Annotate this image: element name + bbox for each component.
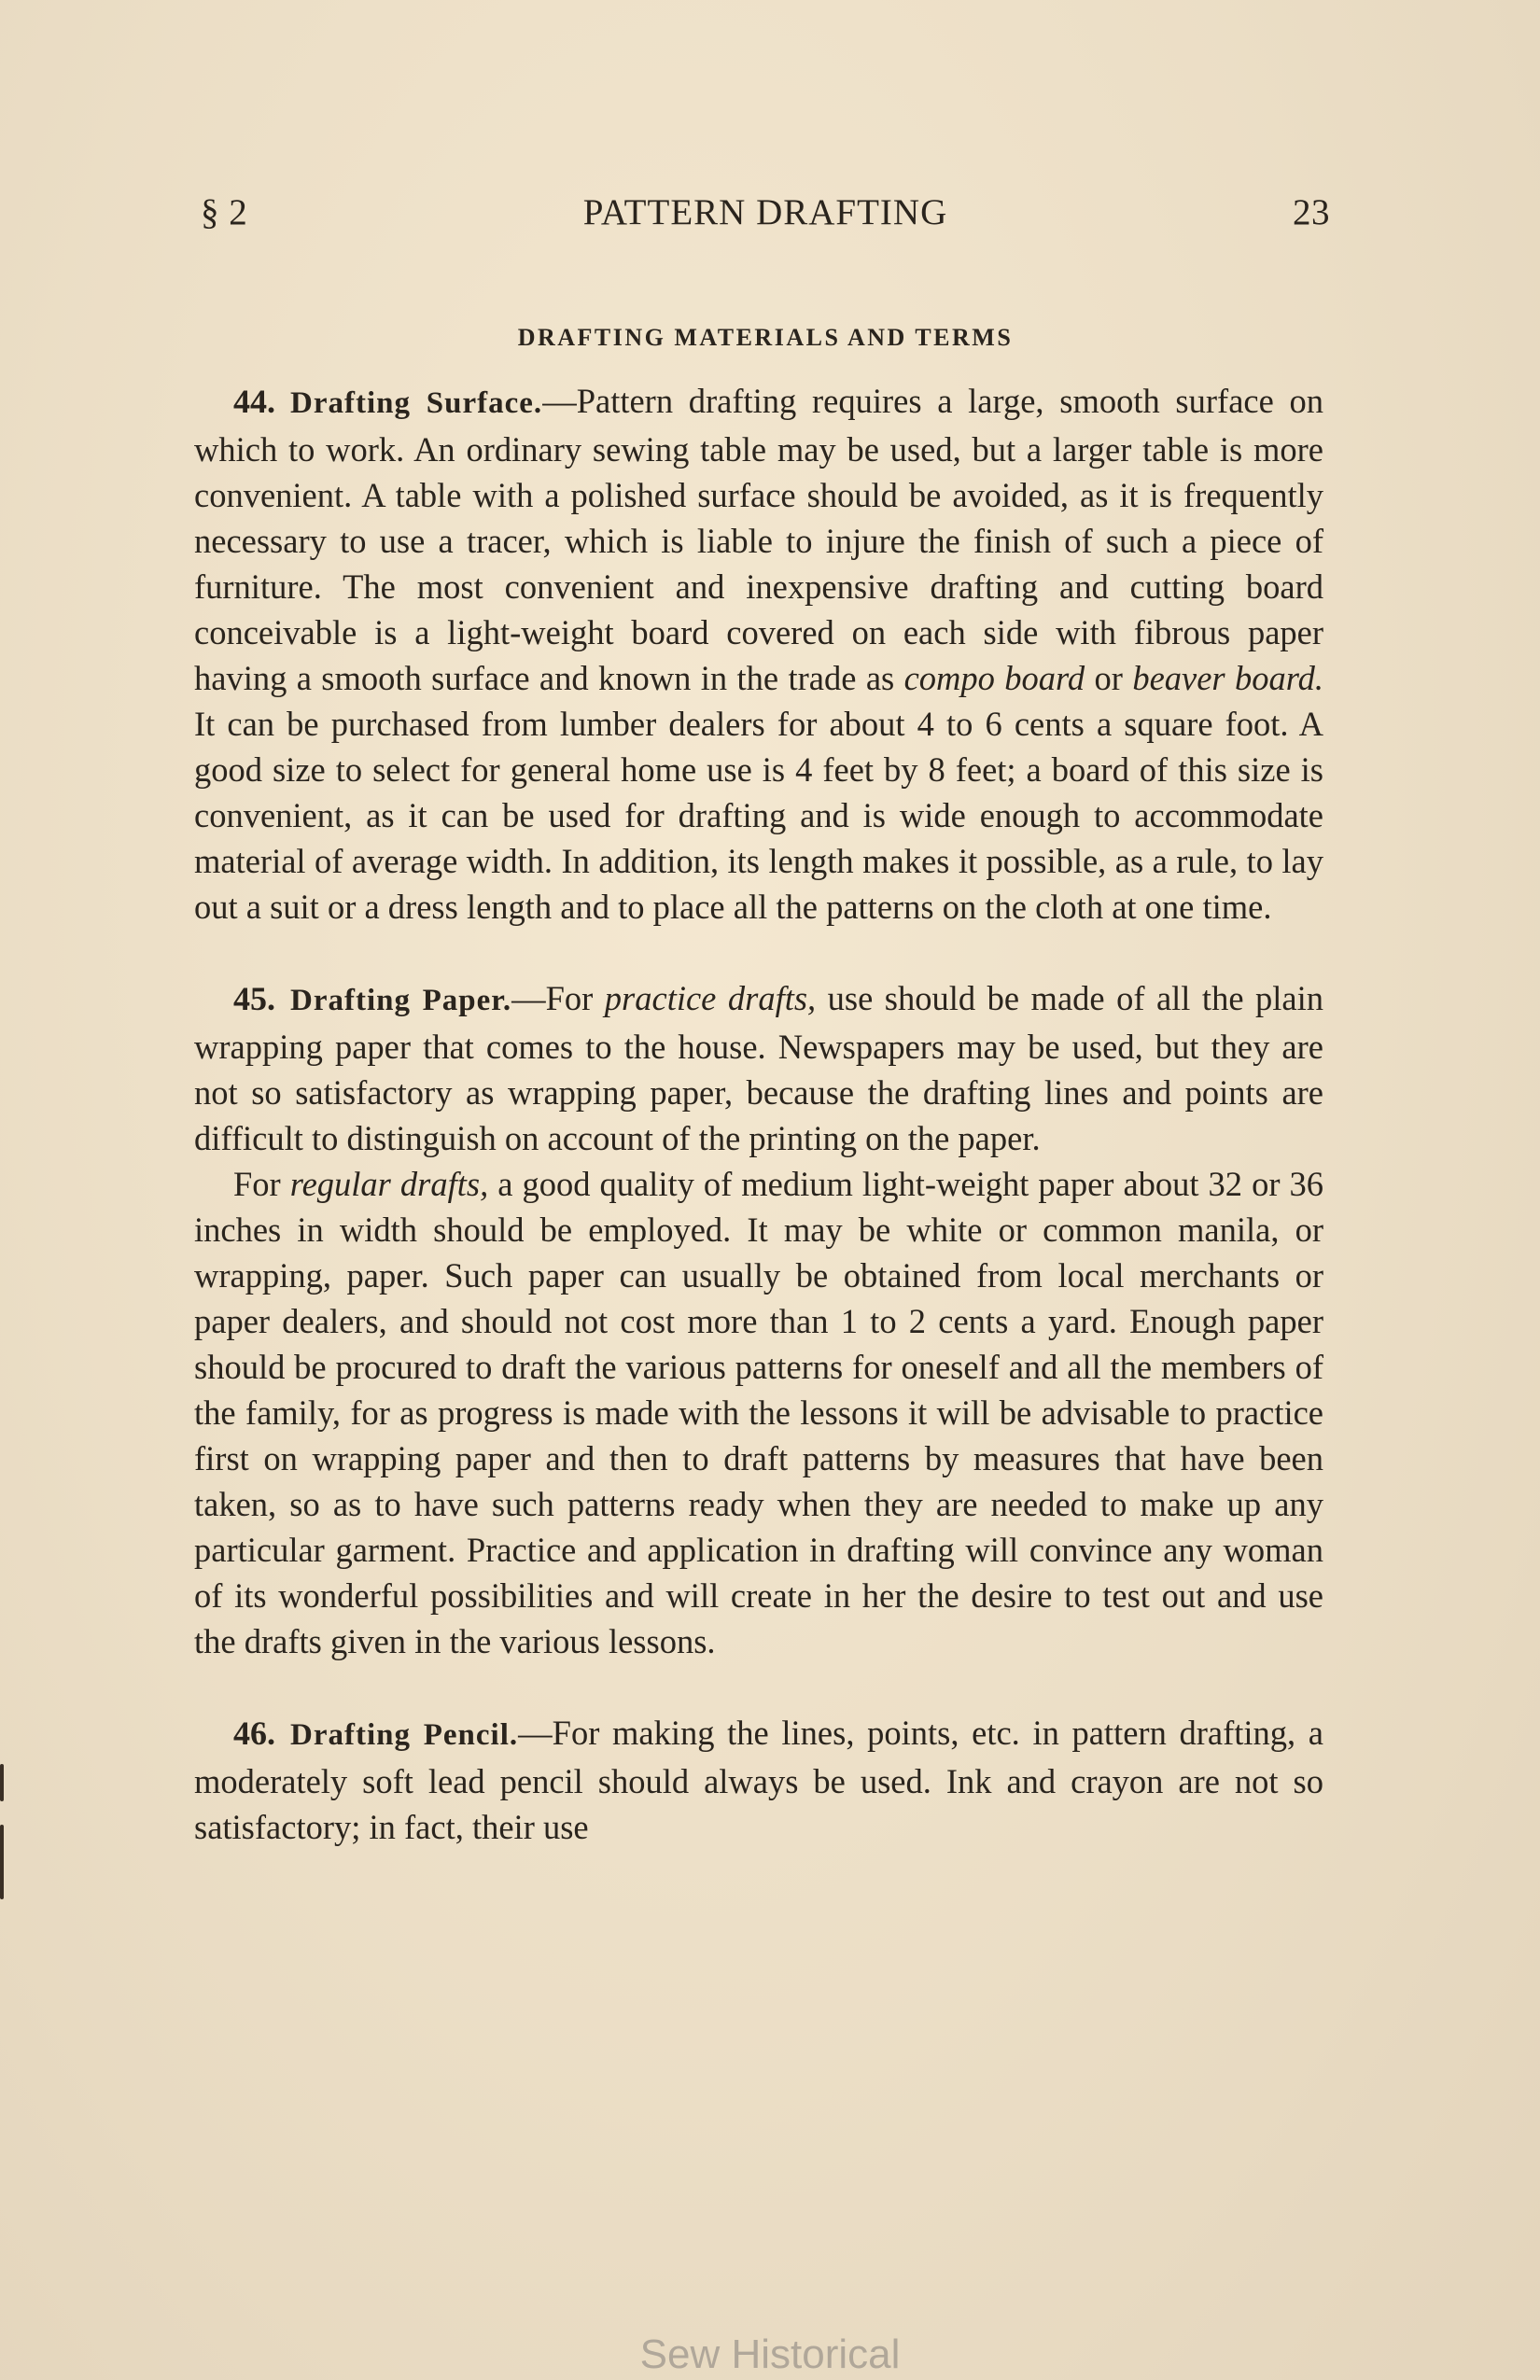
paragraph-text: —Pattern drafting requires a large, smooth surface on which to work. An ordinary sewing table may be used, but a larger table is more convenient. A table with a polished surface should be avoided, as it is frequently necessary to use a tracer, which is liable to injure the finish of such a piece of furniture. The most convenient and inexpensive drafting and cutting board conceivable is a light-weight board covered on each side with fibrous paper having a smooth surface and known in the trade as	[194, 382, 1323, 697]
paragraph-text: use should be made of all the plain wrapping paper that comes to the house. Newspapers may be used, but they are not so satisfactory as wrapping paper, because the drafting lines and points are difficult to distinguish on account of the printing on the paper.	[194, 979, 1323, 1157]
paragraph-text: or	[1085, 659, 1133, 697]
paragraph-text: It can be purchased from lumber dealers for about 4 to 6 cents a square foot. A good size to select for general home use is 4 feet by 8 feet; a board of this size is convenient, as it can be used for drafting and is wide enough to accommodate material of average width. In addition, its length makes it possible, as a rule, to lay out a suit or a dress length and to place all the patterns on the cloth at one time.	[194, 705, 1323, 926]
paragraph-45	[194, 975, 1323, 1161]
paragraph-44	[194, 378, 1323, 930]
italic-term: beaver board.	[1132, 659, 1323, 697]
paragraph-text: For	[233, 1165, 290, 1203]
watermark: Sew Historical	[639, 2331, 901, 2377]
binding-mark	[0, 1764, 4, 1801]
paragraph-number: 44.	[233, 383, 275, 420]
running-title: PATTERN DRAFTING	[582, 192, 948, 232]
section-number: § 2	[201, 192, 248, 232]
paragraph-text: —For making the lines, points, etc. in pattern drafting, a moderately soft lead pencil should always be used. Ink and crayon are not so satisfactory; in fact, their use	[194, 1714, 1323, 1846]
paragraph-term: Drafting Surface.	[290, 386, 543, 420]
paragraph-text: —For	[511, 979, 605, 1017]
paragraph-term: Drafting Paper.	[290, 984, 512, 1017]
paragraph-number: 46.	[233, 1715, 275, 1752]
running-header	[201, 191, 1330, 247]
page-number: 23	[1293, 192, 1330, 232]
italic-term: compo board	[903, 659, 1085, 697]
paragraph-term: Drafting Pencil.	[290, 1718, 519, 1752]
paragraph-46	[194, 1710, 1323, 1850]
italic-term: regular drafts,	[289, 1165, 489, 1203]
italic-term: practice drafts,	[604, 979, 817, 1017]
paragraph-45-continued	[194, 1161, 1323, 1664]
paragraph-text: a good quality of medium light-weight paper about 32 or 36 inches in width should be employed. It may be white or common manila, or wrapping, paper. Such paper can usually be obtained from local merchants or paper dealers, and should not cost more than 1 to 2 cents a yard. Enough paper should be procured to draft the various patterns for oneself and all the members of the family, for as progress is made with the lessons it will be advisable to practice first on wrapping paper and then to draft patterns by measures that have been taken, so as to have such patterns ready when they are needed to make up any particular garment. Practice and application in drafting will convince any woman of its wonderful possibilities and will create in her the desire to test out and use the drafts given in the various lessons.	[194, 1165, 1323, 1660]
section-heading: DRAFTING MATERIALS AND TERMS	[517, 324, 1014, 351]
body-text	[194, 378, 1323, 1850]
paragraph-number: 45.	[233, 980, 275, 1017]
binding-mark	[0, 1825, 4, 1899]
